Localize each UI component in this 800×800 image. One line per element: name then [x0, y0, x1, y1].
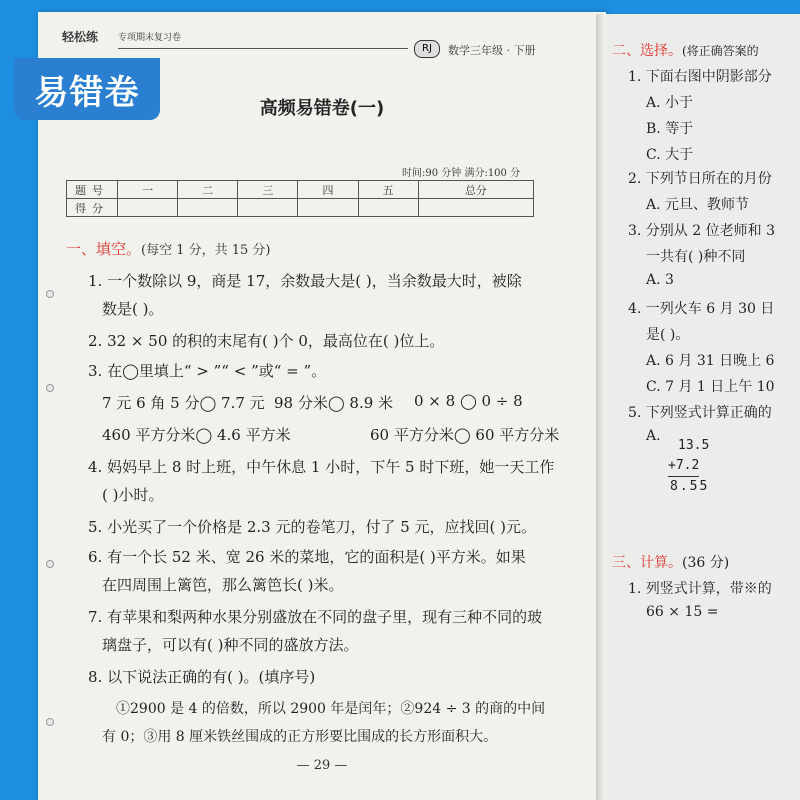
question-3-item: 0 × 8 ◯ 0 ÷ 8: [414, 392, 523, 410]
section-score: (36 分): [682, 555, 730, 571]
score-input-cell[interactable]: [118, 199, 178, 217]
choice-option: C. 大于: [646, 147, 694, 163]
choice-option: A. 元旦、教师节: [646, 197, 750, 213]
question-6-line-1: 6. 有一个长 52 米、宽 26 米的菜地，它的面积是( )平方米。如果: [88, 548, 526, 566]
question-8-line-1: ①2900 是 4 的倍数，所以 2900 年是闰年；②924 ÷ 3 的商的中间: [116, 701, 546, 717]
calc-result: 8.55: [670, 479, 710, 494]
question-4-line-2: ( )小时。: [102, 486, 164, 504]
binding-hole: [46, 384, 54, 392]
score-table-header-row: [67, 181, 534, 199]
time-info: 时间:90 分钟 满分:100 分: [402, 168, 521, 179]
page-number: — 29 —: [296, 758, 348, 773]
choice-question: 5. 下列竖式计算正确的: [628, 405, 772, 421]
question-2: 2. 32 × 50 的积的末尾有( )个 0，最高位在( )位上。: [88, 332, 445, 350]
right-section-heading: [612, 40, 759, 60]
right-section-heading: [612, 552, 729, 572]
calc-middle: +7.2: [668, 456, 699, 477]
choice-question: 4. 一列火车 6 月 30 日: [628, 301, 775, 317]
choice-option: A. 小于: [646, 95, 694, 111]
question-7-line-1: 7. 有苹果和梨两种水果分别盛放在不同的盘子里，现有三种不同的玻: [88, 608, 543, 626]
question-3-item: 7 元 6 角 5 分◯ 7.7 元: [102, 394, 265, 412]
score-input-cell[interactable]: [178, 199, 238, 217]
choice-question: 3. 分别从 2 位老师和 3: [628, 223, 775, 239]
question-1-line-1: 1. 一个数除以 9，商是 17，余数最大是( )，当余数最大时，被除: [88, 272, 522, 290]
calc-top: 13.5: [678, 438, 710, 453]
score-input-cell[interactable]: [298, 199, 358, 217]
question-4-line-1: 4. 妈妈早上 8 时上班，中午休息 1 小时，下午 5 时下班，她一天工作: [88, 458, 555, 476]
score-cell: 得分: [67, 199, 118, 217]
choice-question: 1. 下面右图中阴影部分: [628, 69, 772, 85]
header-rule: [118, 48, 408, 49]
choice-option: C. 7 月 1 日上午 10: [646, 379, 775, 395]
question-7-line-2: 璃盘子，可以有( )种不同的盛放方法。: [102, 636, 359, 654]
choice-option: A. 3: [646, 272, 674, 288]
calc-item: 66 × 15 =: [646, 604, 719, 620]
choice-option: A.: [646, 428, 661, 444]
edition-badge: RJ: [414, 40, 440, 58]
error-prone-badge: 易错卷: [14, 58, 160, 120]
score-cell: 二: [178, 181, 238, 199]
binding-hole: [46, 718, 54, 726]
choice-question-cont: 是( )。: [646, 327, 690, 343]
binding-hole: [46, 560, 54, 568]
score-table: [66, 180, 534, 217]
choice-question: 2. 下列节日所在的月份: [628, 171, 772, 187]
section-title: 二、选择。: [612, 43, 682, 59]
question-8-line-2: 有 0；③用 8 厘米铁丝围成的正方形要比围成的长方形面积大。: [102, 729, 498, 745]
question-1-line-2: 数是( )。: [102, 300, 164, 318]
choice-option: B. 等于: [646, 121, 694, 137]
question-5: 5. 小光买了一个价格是 2.3 元的卷笔刀，付了 5 元，应找回( )元。: [88, 518, 537, 536]
question-3-stem: 3. 在◯里填上“ > ”“ < ”或“ = ”。: [88, 362, 327, 380]
choice-question-cont: 一共有( )种不同: [646, 249, 746, 265]
calc-question: 1. 列竖式计算，带※的: [628, 581, 772, 597]
grade-label: 数学三年级 · 下册: [448, 44, 536, 57]
question-3-item: 460 平方分米◯ 4.6 平方米: [102, 426, 291, 444]
score-table-score-row: [67, 199, 534, 217]
section-note: (将正确答案的: [682, 44, 759, 58]
question-3-item: 60 平方分米◯ 60 平方分米: [370, 426, 560, 444]
score-cell: 一: [118, 181, 178, 199]
question-6-line-2: 在四周围上篱笆，那么篱笆长( )米。: [102, 576, 344, 594]
score-cell: 题号: [67, 181, 118, 199]
choice-option: A. 6 月 31 日晚上 6: [646, 353, 775, 369]
score-input-cell[interactable]: [358, 199, 418, 217]
series-name: 专项期末复习卷: [118, 33, 182, 43]
page-title: 高频易错卷(一): [259, 98, 385, 119]
section-title: 三、计算。: [612, 555, 682, 571]
score-cell: 四: [298, 181, 358, 199]
score-input-cell[interactable]: [238, 199, 298, 217]
score-input-cell[interactable]: [418, 199, 533, 217]
vertical-calculation: [660, 436, 709, 497]
score-cell: 总分: [418, 181, 533, 199]
score-cell: 五: [358, 181, 418, 199]
book-gutter: [596, 14, 606, 800]
binding-hole: [46, 290, 54, 298]
section-title: 一、填空。: [66, 240, 142, 258]
section-heading: [66, 238, 271, 259]
score-cell: 三: [238, 181, 298, 199]
series-logo: 轻松练: [62, 30, 99, 44]
section-score: (每空 1 分，共 15 分): [141, 243, 271, 258]
question-8-stem: 8. 以下说法正确的有( )。(填序号): [88, 668, 316, 686]
question-3-item: 98 分米◯ 8.9 米: [274, 394, 394, 412]
